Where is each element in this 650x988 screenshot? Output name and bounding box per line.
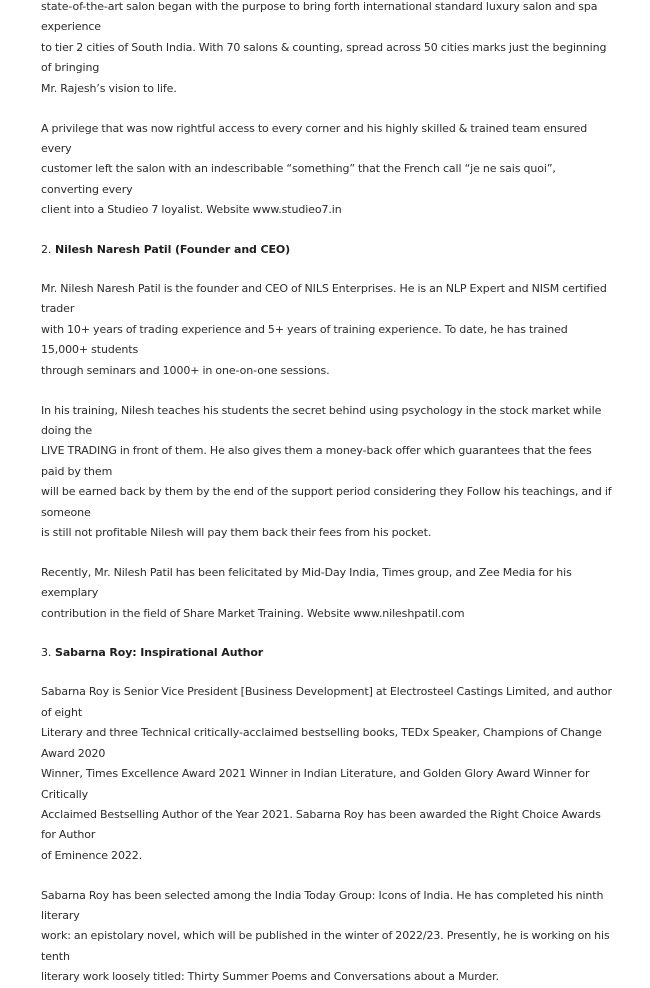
section-heading-sabarna	[41, 643, 613, 663]
sabarna-paragraph-2	[41, 886, 613, 988]
text-line: work: an epistolary novel, which will be published in the winter of 2022/23. Presently, he is working on his tenth	[41, 929, 610, 963]
text-line: with 10+ years of trading experience and 5+ years of training experience. To date, he has trained 15,000+ students	[41, 322, 568, 357]
nilesh-paragraph-3	[41, 563, 613, 624]
section-title: Sabarna Roy: Inspirational Author	[55, 646, 264, 660]
text-line: In his training, Nilesh teaches his students the secret behind using psychology in the stock market while doing the	[41, 403, 602, 437]
text-line: A privilege that was now rightful access to every corner and his highly skilled & trained team ensured every	[41, 121, 588, 155]
text-line: Literary and three Technical critically-acclaimed bestselling books, TEDx Speaker, Champions of Change Award 2020	[41, 726, 602, 760]
text-line: to tier 2 cities of South India. With 70 salons & counting, spread across 50 cities marks just the beginning of bringing	[41, 40, 607, 75]
text-line: Sabarna Roy has been selected among the India Today Group: Icons of India. He has completed his ninth literary	[41, 888, 604, 923]
intro-paragraph-2	[41, 119, 613, 221]
text-line: Sabarna Roy is Senior Vice President [Business Development] at Electrosteel Castings Limited, and author of eight	[41, 685, 612, 719]
text-line: customer left the salon with an indescribable “something” that the French call “je ne sais quoi”, converting every	[41, 162, 556, 196]
nilesh-paragraph-1	[41, 279, 613, 381]
list-number: 3.	[41, 646, 52, 660]
section-heading-nilesh	[41, 240, 613, 260]
text-line: Mr. Rajesh’s vision to life.	[41, 81, 177, 95]
text-line: of Eminence 2022.	[41, 848, 143, 862]
intro-paragraph-1	[41, 0, 613, 99]
text-line: Winner, Times Excellence Award 2021 Winner in Indian Literature, and Golden Glory Award Winner for Critically	[41, 767, 590, 801]
text-line: Recently, Mr. Nilesh Patil has been felicitated by Mid-Day India, Times group, and Zee Media for his exemplary	[41, 565, 572, 600]
text-line: client into a Studieo 7 loyalist. Website www.studieo7.in	[41, 203, 342, 217]
article-body	[41, 0, 613, 988]
text-line: will be earned back by them by the end of the support period considering they Follow his teachings, and if someone	[41, 485, 612, 519]
nilesh-paragraph-2	[41, 401, 613, 544]
text-line: state-of-the-art salon began with the purpose to bring forth international standard luxury salon and spa experience	[41, 0, 598, 34]
text-line: LIVE TRADING in front of them. He also gives them a money-back offer which guarantees that the fees paid by them	[41, 444, 592, 478]
text-line: through seminars and 1000+ in one-on-one sessions.	[41, 363, 330, 377]
sabarna-paragraph-1	[41, 682, 613, 866]
list-number: 2.	[41, 242, 52, 256]
text-line: Mr. Nilesh Naresh Patil is the founder and CEO of NILS Enterprises. He is an NLP Expert and NISM certified trader	[41, 281, 607, 316]
text-line: Acclaimed Bestselling Author of the Year 2021. Sabarna Roy has been awarded the Right Choice Awards for Author	[41, 807, 601, 842]
text-line: is still not profitable Nilesh will pay them back their fees from his pocket.	[41, 525, 432, 539]
text-line: literary work loosely titled: Thirty Summer Poems and Conversations about a Murder.	[41, 970, 499, 984]
text-line: contribution in the field of Share Market Training. Website www.nileshpatil.com	[41, 606, 465, 620]
section-title: Nilesh Naresh Patil (Founder and CEO)	[55, 242, 291, 256]
